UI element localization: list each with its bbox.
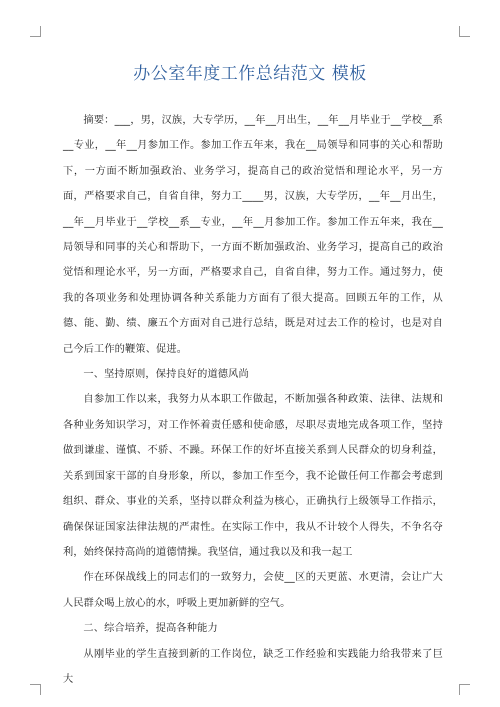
- crop-mark-bottom-right: [460, 684, 470, 685]
- crop-mark-top-right: [460, 36, 470, 37]
- crop-mark-bottom-left-v: [40, 684, 41, 695]
- document-title: 办公室年度工作总结范文 模板: [133, 64, 367, 84]
- crop-mark-bottom-left: [30, 684, 40, 685]
- section-heading-2: 二、综合培养，提高各种能力: [83, 623, 218, 635]
- crop-mark-top-left: [30, 36, 40, 37]
- paragraph-section-2: 从刚毕业的学生直接到新的工作岗位，缺乏工作经验和实践能力给我带来了巨大: [63, 648, 443, 685]
- crop-mark-bottom-right-v: [459, 684, 460, 695]
- paragraph-section-1-continued: 作在环保战线上的同志们的一致努力，会使__区的天更蓝、水更清，会让广大人民群众喝上放心的水，呼吸上更加新鲜的空气。: [63, 572, 443, 609]
- section-heading-1: 一、坚持原则，保持良好的道德风尚: [83, 369, 249, 381]
- paragraph-abstract: 摘要：___，男，汉族，大专学历，__年__月出生，__年__月毕业于__学校__系__专业，__年__月参加工作。参加工作五年来，我在__局领导和同事的关心和帮助下，一方面不断加强政治、业务学习，提高自己的政治觉悟和理论水平，另一方面，严格要求自己，自省自律，努力工____男，汉族，大专学历，__年__月出生，__年__月毕业于__学校__系__专业，__年__月参加工作。参加工作五年来，我在__局领导和同事的关心和帮助下，一方面不断加强政治、业务学习，提高自己的政治觉悟和理论水平，另一方面，严格要求自己，自省自律，努力工作。通过努力，使我的各项业务和处理协调各种关系能力方面有了很大提高。回顾五年的工作，从德、能、勤、绩、廉五个方面对自己进行总结，既是对过去工作的检讨，也是对自己今后工作的鞭策、促进。: [63, 115, 443, 355]
- paragraph-section-1: 自参加工作以来，我努力从本职工作做起，不断加强各种政策、法律、法规和各种业务知识学习，对工作怀着责任感和使命感，尽职尽责地完成各项工作，坚持做到谦虚、谨慎、不骄、不躁。环保工作的好坏直接关系到人民群众的切身利益，关系到国家干部的自身形象，所以，参加工作至今，我不论做任何工作都会考虑到组织、群众、事业的关系，坚持以群众利益为核心，正确执行上级领导工作指示，确保保证国家法律法规的严肃性。在实际工作中，我从不计较个人得失，不争名夺利，始终保持高尚的道德情操。我坚信，通过我以及和我一起工: [63, 394, 443, 558]
- document-body: [63, 108, 443, 692]
- crop-mark-top-left-v: [40, 26, 41, 37]
- crop-mark-top-right-v: [459, 26, 460, 37]
